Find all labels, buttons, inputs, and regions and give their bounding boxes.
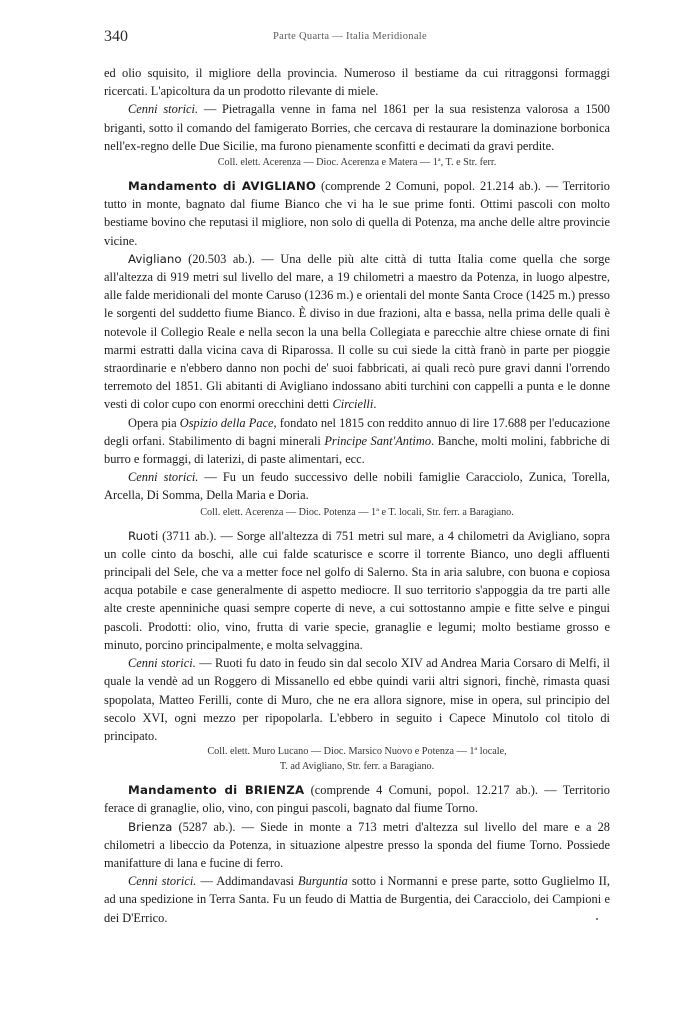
italic-term: Circielli	[332, 397, 374, 412]
town-name: Brienza	[128, 819, 173, 834]
history-label: Cenni storici.	[128, 102, 199, 117]
italic-term: Ospizio della Pace	[179, 415, 274, 430]
mandamento-text: (comprende 2 Comuni, popol. 21.214 ab.). — Territorio tutto in monte, bagnato dal fiume Bianco che vi ha le sue prime fonti. Ottimi pascoli con molto bestiame bovino che reputasi il migliore, non solo di quella di Potenza, ma anche delle altre provincie vicine.	[104, 179, 610, 248]
text-fragment: Opera pia	[128, 415, 180, 430]
section-gap	[104, 774, 610, 781]
section-gap	[104, 170, 610, 177]
history-text: — Pietragalla venne in fama nel 1861 per la sua resistenza valorosa a 1500 briganti, sotto il comando del famigerato Borries, che cercava di restaurare la dominazione borbonica nell'ex-regno delle Due Sicilie, ma furono pienamente sconfitti e decimati da gravi perdite.	[104, 102, 610, 153]
mandamento-brienza	[104, 781, 610, 817]
electoral-note: Coll. elett. Acerenza — Dioc. Potenza — 1ª e T. locali, Str. ferr. a Baragiano.	[200, 506, 514, 518]
paragraph-ruoti-history	[104, 654, 610, 745]
town-description: (5287 ab.). — Siede in monte a 713 metri d'altezza sul livello del mare e a 28 chilometri a libeccio da Potenza, in situazione alpestre presso la sponda del fiume Torno. Possiede manifatture di lana e fucine di ferro.	[104, 819, 610, 870]
electoral-note-line: Coll. elett. Muro Lucano — Dioc. Marsico Nuovo e Potenza — 1ª locale,	[207, 746, 507, 758]
paragraph-pietragalla-end: ed olio squisito, il migliore della provincia. Numeroso il bestiame da cui ritraggonsi formaggi ricercati. L'apicoltura da un prodotto rilevante di miele.	[104, 66, 610, 99]
mandamento-text: (comprende 4 Comuni, popol. 12.217 ab.). — Territorio ferace di granaglie, olio, vino, con pingui pascoli, bagnato dal fiume Torno.	[104, 783, 610, 816]
electoral-note	[104, 745, 610, 774]
history-text: — Fu un feudo successivo delle nobili famiglie Caracciolo, Zunica, Torella, Arcella, Di Somma, Della Maria e Doria.	[104, 470, 610, 503]
town-description: (3711 ab.). — Sorge all'altezza di 751 metri sul mare, a 4 chilometri da Avigliano, sopra un colle cinto da boschi, alle cui falde scaturisce e scorre il torrente Bianco, uno degli affluenti principali del Sele, che va a metter foce nel golfo di Salerno. Sta in aria salubre, con buona e copiosa acqua potabile e case generalmente di aspetto mediocre. Il suo territorio s'appoggia da tre parti alle alte creste apenniniche quasi sempre coperte di neve, a cui sottostanno ampie e fitte selve e pingui pascoli. Prodotti: olio, vino, frutta di varie specie, granaglie e legumi; molto bestiame grosso e minuto, porcino principalmente, e molta selvaggina.	[104, 528, 610, 652]
paragraph-pietragalla-history	[104, 100, 610, 155]
mandamento-avigliano	[104, 177, 610, 250]
town-name: Ruoti	[128, 528, 159, 543]
text-fragment: , fondato nel 1815 con reddito annuo di lire 17.688 per l'educazione degli orfani. Stabilimento di bagni minerali	[104, 415, 611, 448]
history-label: Cenni storici.	[128, 656, 196, 671]
mandamento-heading: Mandamento di BRIENZA	[128, 783, 305, 798]
text-fragment: — Addimandavasi	[196, 874, 299, 889]
text-fragment: . Banche, molti molini, fabbriche di burro e formaggi, di laterizi, di paste alimentari, ecc.	[104, 433, 610, 467]
electoral-note-line: T. ad Avigliano, Str. ferr. a Baragiano.	[279, 760, 435, 772]
paragraph-avigliano-institutions	[104, 414, 610, 469]
town-description: (20.503 ab.). — Una delle più alte città di tutta Italia come quella che sorge all'altezza di 919 metri sul livello del mare, a 19 chilometri a maestro da Potenza, in luogo alpestre, alle falde meridionali del monte Caruso (1236 m.) e orientali del monte Santa Croce (1425 m.) presso le sorgenti del suddetto fiume Bianco. È diviso in due frazioni, alta e bassa, nella prima delle quali è notevole il Collegio Reale e nella secon la una bella Collegiata e parecchie altre chiese ornate di fini marmi estratti dalla vicina cava di Riparossa. Il colle su cui siede la città franò in parte per pioggie straordinarie e n'ebbero danno non pochi de' suoi fabbricati, ai quali recò pure gravi danni l'orrendo terremoto del 1851. Gli abitanti di Avigliano indossano abiti turchini con cappelli a punta e le donne vesti di color cupo con enormi orecchini detti	[104, 251, 610, 412]
italic-term: Principe Sant'Antimo	[324, 433, 432, 448]
italic-term: Burguntia	[298, 874, 348, 889]
mandamento-heading: Mandamento di AVIGLIANO	[128, 179, 317, 194]
paragraph-ruoti	[104, 527, 610, 654]
page-body	[104, 64, 610, 927]
page-number: 340	[104, 28, 128, 45]
history-label: Cenni storici.	[128, 874, 197, 889]
paragraph-brienza-history	[104, 872, 610, 927]
paragraph-avigliano	[104, 250, 610, 414]
section-gap	[104, 520, 610, 527]
running-title: Parte Quarta — Italia Meridionale	[273, 31, 427, 42]
paragraph-avigliano-history	[104, 468, 610, 504]
page-header	[104, 28, 596, 50]
history-label: Cenni storici.	[128, 470, 199, 485]
electoral-note: Coll. elett. Acerenza — Dioc. Acerenza e Matera — 1ª, T. e Str. ferr.	[217, 157, 497, 169]
text-fragment: sotto i Normanni e prese parte, sotto Guglielmo II, ad una spedizione in Terra Santa. Fu un feudo di Mattia de Burgentia, dei Caracciolo, dei Campioni e dei D'Errico.	[104, 874, 610, 925]
sentence-end: .	[373, 397, 377, 412]
paragraph-brienza	[104, 818, 610, 873]
town-name: Avigliano	[128, 251, 182, 266]
print-speck	[596, 918, 598, 920]
history-text: — Ruoti fu dato in feudo sin dal secolo XIV ad Andrea Maria Corsaro di Melfi, il quale la vendè ad un Roggero di Missanello ed ebbe quindi varii altri signori, finchè, rimasta quasi spopolata, Matteo Ferilli, conte di Muro, che ne era allora signore, mise in opera, sul principio del secolo XVI, ogni mezzo per ripopolarla. L'ebbero in seguito i Capece Minutolo col titolo di principato.	[104, 656, 610, 743]
